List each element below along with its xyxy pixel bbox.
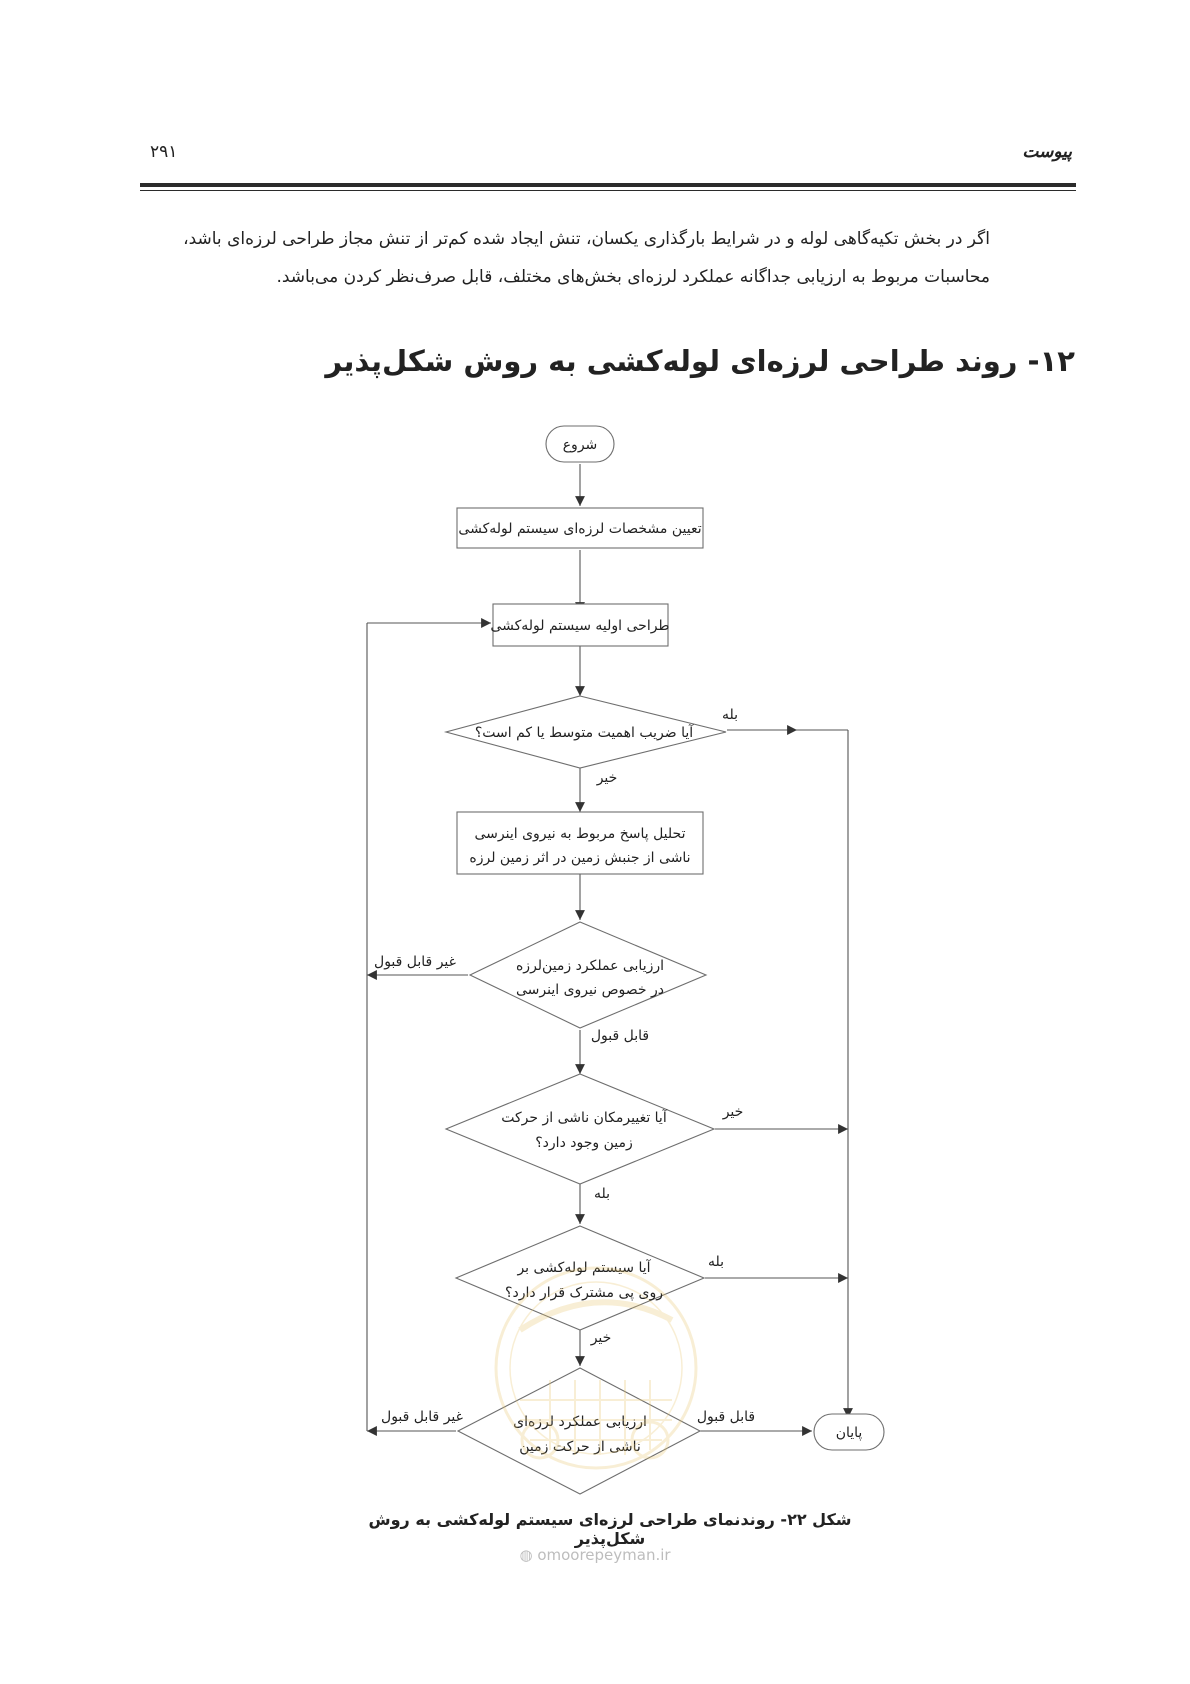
decision-2-line-2: در خصوص نیروی اینرسی	[516, 982, 664, 998]
paragraph-line-2: محاسبات مربوط به ارزیابی جداگانه عملکرد لرزه‌ای بخش‌های مختلف، قابل صرف‌نظر کردن می‌باشد.	[276, 267, 990, 287]
decision-1-yes-label: بله	[721, 707, 739, 723]
decision-3-yes-label: بله	[593, 1186, 611, 1202]
decision-4-yes-label: بله	[707, 1254, 725, 1270]
decision-4-line-1: آیا سیستم لوله‌کشی بر	[517, 1260, 651, 1276]
decision-5-accept-label: قابل قبول	[696, 1409, 756, 1425]
decision-5-reject-label: غیر قابل قبول	[381, 1409, 463, 1425]
watermark-site-text: omoorepeyman.ir	[537, 1546, 671, 1564]
decision-5-line-2: ناشی از حرکت زمین	[519, 1439, 641, 1455]
figure-caption	[360, 1510, 860, 1548]
decision-5-line-1: ارزیابی عملکرد لرزه‌ای	[513, 1414, 647, 1430]
paragraph-line-1: اگر در بخش تکیه‌گاهی لوله و در شرایط بارگذاری یکسان، تنش ایجاد شده کم‌تر از تنش مجاز طراحی لرزه‌ای باشد،	[183, 229, 990, 249]
start-label: شروع	[562, 437, 598, 453]
end-label: پایان	[835, 1425, 863, 1441]
decision-4-line-2: روی پی مشترک قرار دارد؟	[505, 1285, 663, 1301]
process-box-3-line-2: ناشی از جنبش زمین در اثر زمین لرزه	[469, 850, 691, 866]
process-box-1-label: تعیین مشخصات لرزه‌ای سیستم لوله‌کشی	[458, 521, 702, 537]
decision-2-line-1: ارزیابی عملکرد زمین‌لرزه	[515, 958, 665, 974]
decision-3-no-label: خیر	[722, 1104, 744, 1120]
figure-caption-text: طراحی لرزه‌ای سیستم لوله‌کشی به روش شکل‌پذیر	[368, 1510, 698, 1548]
page-number: ۲۹۱	[150, 142, 178, 162]
decision-2-accept-label: قابل قبول	[590, 1028, 650, 1044]
watermark-site	[480, 1546, 710, 1564]
decision-2	[470, 922, 706, 1028]
decision-1-no-label: خیر	[596, 770, 618, 786]
decision-3-line-1: آیا تغییرمکان ناشی از حرکت	[501, 1110, 667, 1126]
process-box-2-label: طراحی اولیه سیستم لوله‌کشی	[490, 618, 670, 634]
process-box-3-line-1: تحلیل پاسخ مربوط به نیروی اینرسی	[474, 826, 686, 842]
decision-3-line-2: زمین وجود دارد؟	[535, 1135, 633, 1151]
running-header-title: پیوست	[1022, 142, 1072, 162]
section-heading: ۱۲- روند طراحی لرزه‌ای لوله‌کشی به روش شکل‌پذیر	[325, 344, 1075, 378]
decision-5	[458, 1368, 700, 1494]
decision-3	[446, 1074, 714, 1184]
decision-4-no-label: خیر	[590, 1330, 612, 1346]
figure-caption-label: شکل ۲۲- روندنمای	[703, 1510, 852, 1529]
decision-2-reject-label: غیر قابل قبول	[374, 954, 456, 970]
decision-1-label: آیا ضریب اهمیت متوسط یا کم است؟	[474, 725, 694, 741]
globe-icon: ◍	[519, 1546, 533, 1564]
